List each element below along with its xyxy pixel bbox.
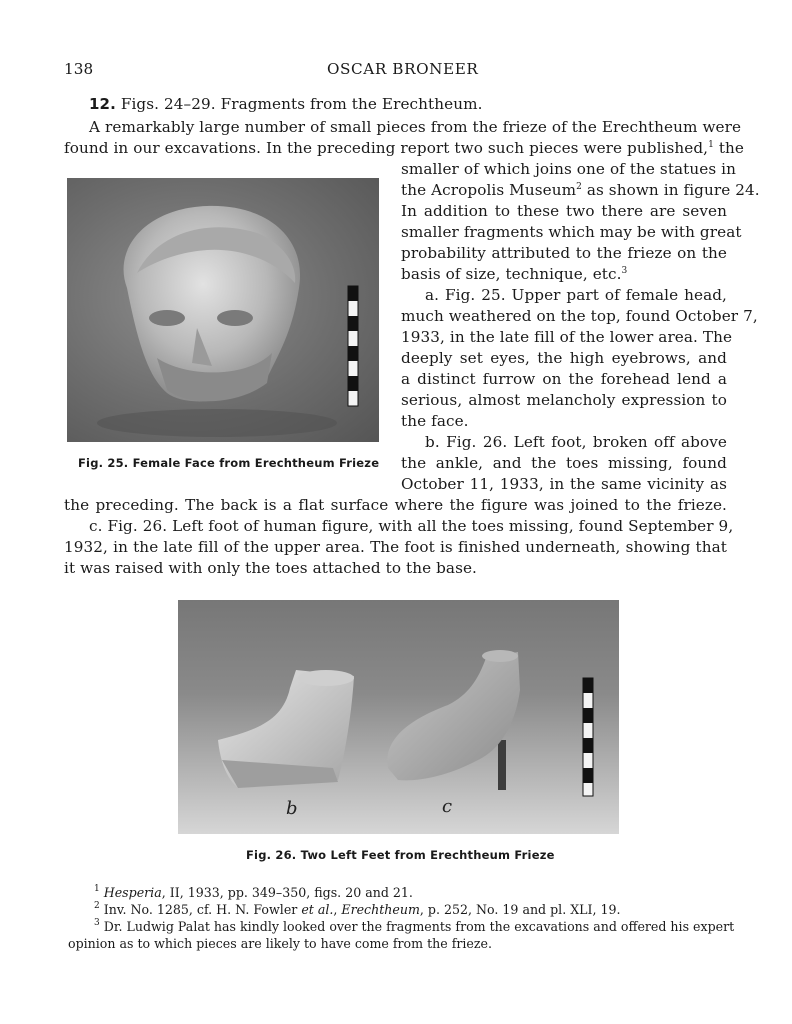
footnote-3: $^3$ Dr. Ludwig Palat has kindly looked over the fragments from the excavations and offered his expert — [94, 918, 735, 934]
body-line-7: probability attributed to the frieze on the — [401, 244, 727, 262]
body-line-20: c. Fig. 26. Left foot of human figure, with all the toes missing, found September 9, — [89, 517, 734, 535]
body-line-15: the face. — [401, 412, 469, 430]
body-line-11: 1933, in the late fill of the lower area. The — [401, 328, 733, 346]
body-line-22: it was raised with only the toes attached to the base. — [64, 559, 477, 577]
body-line-4: the Acropolis Museum$^2$ as shown in figure 24. — [401, 181, 760, 199]
body-line-12: deeply set eyes, the high eyebrows, and — [401, 349, 727, 367]
page-number: 138 — [64, 60, 94, 78]
body-line-5: In addition to these two there are seven — [401, 202, 727, 220]
entry-heading — [89, 94, 483, 115]
body-line-3: smaller of which joins one of the statues in — [401, 160, 737, 178]
body-line-16: b. Fig. 26. Left foot, broken off above — [425, 433, 727, 451]
scale-bar-26 — [583, 678, 593, 796]
body-line-1: A remarkably large number of small pieces from the frieze of the Erechtheum were — [89, 118, 742, 136]
body-line-17: the ankle, and the toes missing, found — [401, 454, 727, 472]
body-line-18: October 11, 1933, in the same vicinity as — [401, 475, 727, 493]
figure-25-caption: Fig. 25. Female Face from Erechtheum Frieze — [78, 456, 380, 470]
foot-b — [218, 670, 354, 788]
footnote-1: $^1$ Hesperia, II, 1933, pp. 349–350, figs. 20 and 21. — [94, 884, 413, 900]
foot-c — [387, 650, 520, 790]
label-b: b — [286, 798, 298, 819]
body-line-10: much weathered on the top, found October 7, — [401, 307, 758, 325]
body-line-14: serious, almost melancholy expression to — [401, 391, 727, 409]
footnote-ref-3[interactable]: 3 — [621, 266, 628, 276]
footnote-ref-2[interactable]: 2 — [576, 182, 582, 192]
body-line-19: the preceding. The back is a flat surface where the figure was joined to the frieze. — [64, 496, 727, 514]
footnote-ref-1[interactable]: 1 — [708, 140, 714, 150]
two-feet-illustration — [178, 600, 619, 834]
body-line-9: a. Fig. 25. Upper part of female head, — [425, 286, 727, 304]
female-head-fragment-illustration — [67, 178, 379, 442]
label-c: c — [442, 796, 453, 817]
figure-26-caption: Fig. 26. Two Left Feet from Erechtheum Frieze — [246, 848, 555, 862]
running-title: OSCAR BRONEER — [327, 60, 479, 78]
figure-26-photo — [178, 600, 619, 834]
body-line-21: 1932, in the late fill of the upper area. The foot is finished underneath, showing that — [64, 538, 727, 556]
scale-bar — [348, 286, 358, 406]
figure-25-photo — [67, 178, 379, 442]
footnote-3-continued: opinion as to which pieces are likely to have come from the frieze. — [68, 936, 492, 951]
body-line-8: basis of size, technique, etc.$^3$ — [401, 265, 628, 283]
body-line-2: found in our excavations. In the preceding report two such pieces were published,$^1$ the — [64, 139, 745, 157]
body-line-6: smaller fragments which may be with great — [401, 223, 742, 241]
entry-title: Figs. 24–29. Fragments from the Erechtheum. — [120, 95, 483, 113]
entry-number: 12. — [89, 95, 116, 113]
body-line-13: a distinct furrow on the forehead lend a — [401, 370, 727, 388]
footnote-2: $^2$ Inv. No. 1285, cf. H. N. Fowler et al., Erechtheum, p. 252, No. 19 and pl. XLI, 19. — [94, 901, 621, 917]
